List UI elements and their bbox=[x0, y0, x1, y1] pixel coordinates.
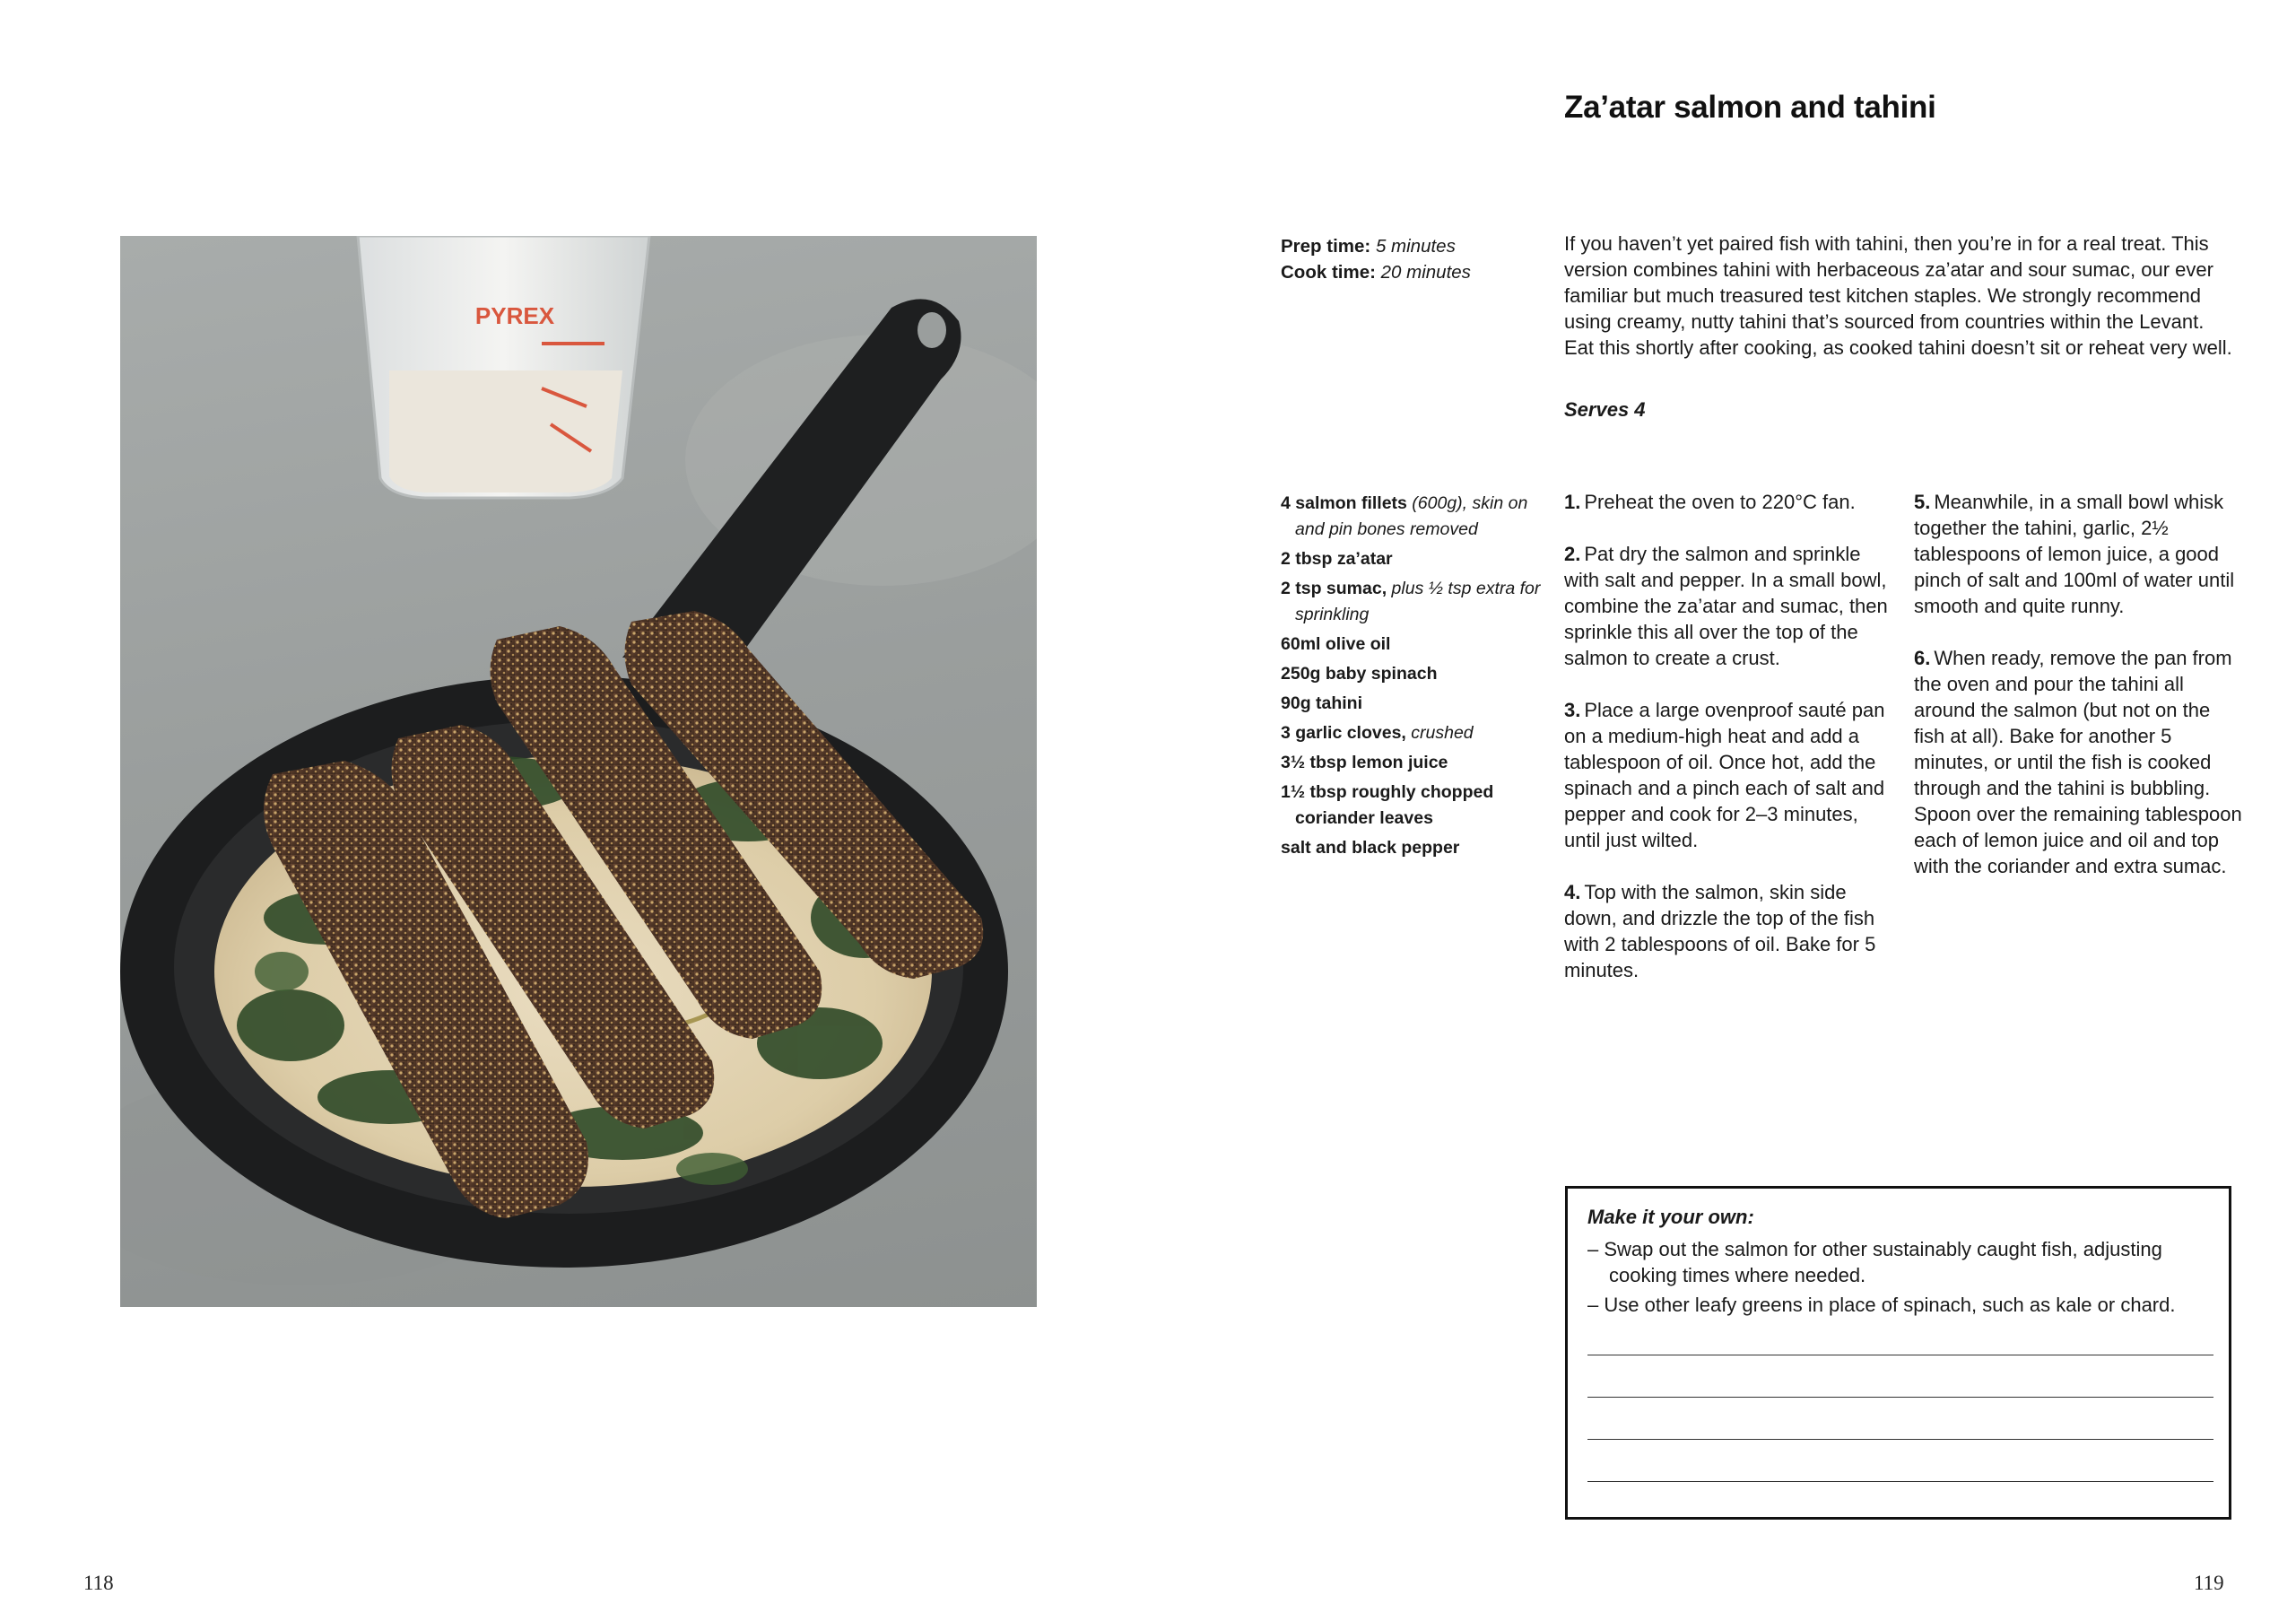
method-column-1 bbox=[1564, 489, 1896, 1009]
prep-time bbox=[1281, 233, 1471, 259]
notes-line[interactable] bbox=[1587, 1439, 2213, 1440]
page-number-left: 118 bbox=[83, 1572, 114, 1594]
method-step: 1. Preheat the oven to 220°C fan. bbox=[1564, 491, 1856, 513]
cook-time-value: 20 minutes bbox=[1380, 262, 1471, 283]
suggestion-item: – Use other leafy greens in place of spinach, such as kale or chard. bbox=[1587, 1294, 2176, 1316]
method-step: 3. Place a large ovenproof sauté pan on a medium-high heat and add a tablespoon of oil. Once hot, add the spinach and a pinch each of salt and pepper and cook for 2–3 minutes, until just wilted. bbox=[1564, 699, 1885, 851]
method-step: 5. Meanwhile, in a small bowl whisk together the tahini, garlic, 2½ tablespoons of lemon juice, a good pinch of salt and 100ml of water until smooth and quite runny. bbox=[1914, 491, 2235, 617]
notes-line[interactable] bbox=[1587, 1397, 2213, 1398]
method-step: 2. Pat dry the salmon and sprinkle with salt and pepper. In a small bowl, combine the za’atar and sumac, then sprinkle this all over the top of the salmon to create a crust. bbox=[1564, 543, 1888, 669]
cook-time bbox=[1281, 259, 1471, 285]
ingredient-item: 2 tsp sumac, plus ½ tsp extra for sprinkling bbox=[1281, 579, 1541, 624]
recipe-times bbox=[1281, 233, 1471, 285]
make-it-your-own-title: Make it your own: bbox=[1587, 1206, 1754, 1228]
make-it-your-own-list bbox=[1587, 1236, 2215, 1321]
prep-time-label: Prep time: bbox=[1281, 236, 1371, 257]
ingredient-item: salt and black pepper bbox=[1281, 838, 1460, 858]
recipe-title: Za’atar salmon and tahini bbox=[1564, 90, 1936, 125]
cook-time-label: Cook time: bbox=[1281, 262, 1376, 283]
serves: Serves 4 bbox=[1564, 398, 1646, 421]
ingredient-item: 3 garlic cloves, crushed bbox=[1281, 723, 1474, 743]
prep-time-value: 5 minutes bbox=[1375, 236, 1456, 257]
suggestion-item: – Swap out the salmon for other sustainably caught fish, adjusting cooking times where needed. bbox=[1587, 1238, 2162, 1286]
salmon-skillet-illustration bbox=[120, 236, 1037, 1307]
ingredient-item: 4 salmon fillets (600g), skin on and pin bones removed bbox=[1281, 493, 1528, 539]
page-number-right: 119 bbox=[2194, 1572, 2224, 1594]
method-step: 6. When ready, remove the pan from the oven and pour the tahini all around the salmon (but not on the fish at all). Bake for another 5 minutes, or until the fish is cooked through and the tahini is bubbling. Spoon over the remaining tablespoon each of lemon juice and oil and top with the coriander and extra sumac. bbox=[1914, 647, 2242, 877]
ingredient-item: 60ml olive oil bbox=[1281, 634, 1391, 654]
jug-brand-text: PYREX bbox=[474, 302, 555, 329]
ingredient-item: 1½ tbsp roughly chopped coriander leaves bbox=[1281, 782, 1494, 828]
method-column-2 bbox=[1914, 489, 2246, 905]
ingredient-item: 250g baby spinach bbox=[1281, 664, 1438, 684]
ingredient-item: 3½ tbsp lemon juice bbox=[1281, 753, 1448, 772]
notes-line[interactable] bbox=[1587, 1481, 2213, 1482]
recipe-intro: If you haven’t yet paired fish with tahini, then you’re in for a real treat. This version combines tahini with herbaceous za’atar and sour sumac, our ever familiar but much treasured test kitchen staples. We strongly recommend using creamy, nutty tahini that’s sourced from countries within the Levant. Eat this shortly after cooking, as cooked tahini doesn’t sit or reheat very well. bbox=[1564, 232, 2232, 359]
recipe-photo bbox=[120, 236, 1037, 1307]
method-step: 4. Top with the salmon, skin side down, and drizzle the top of the fish with 2 tablespoons of oil. Bake for 5 minutes. bbox=[1564, 881, 1876, 981]
ingredients-list bbox=[1281, 491, 1550, 865]
ingredient-item: 90g tahini bbox=[1281, 693, 1363, 713]
measuring-jug bbox=[358, 236, 649, 498]
ingredient-item: 2 tbsp za’atar bbox=[1281, 549, 1393, 569]
